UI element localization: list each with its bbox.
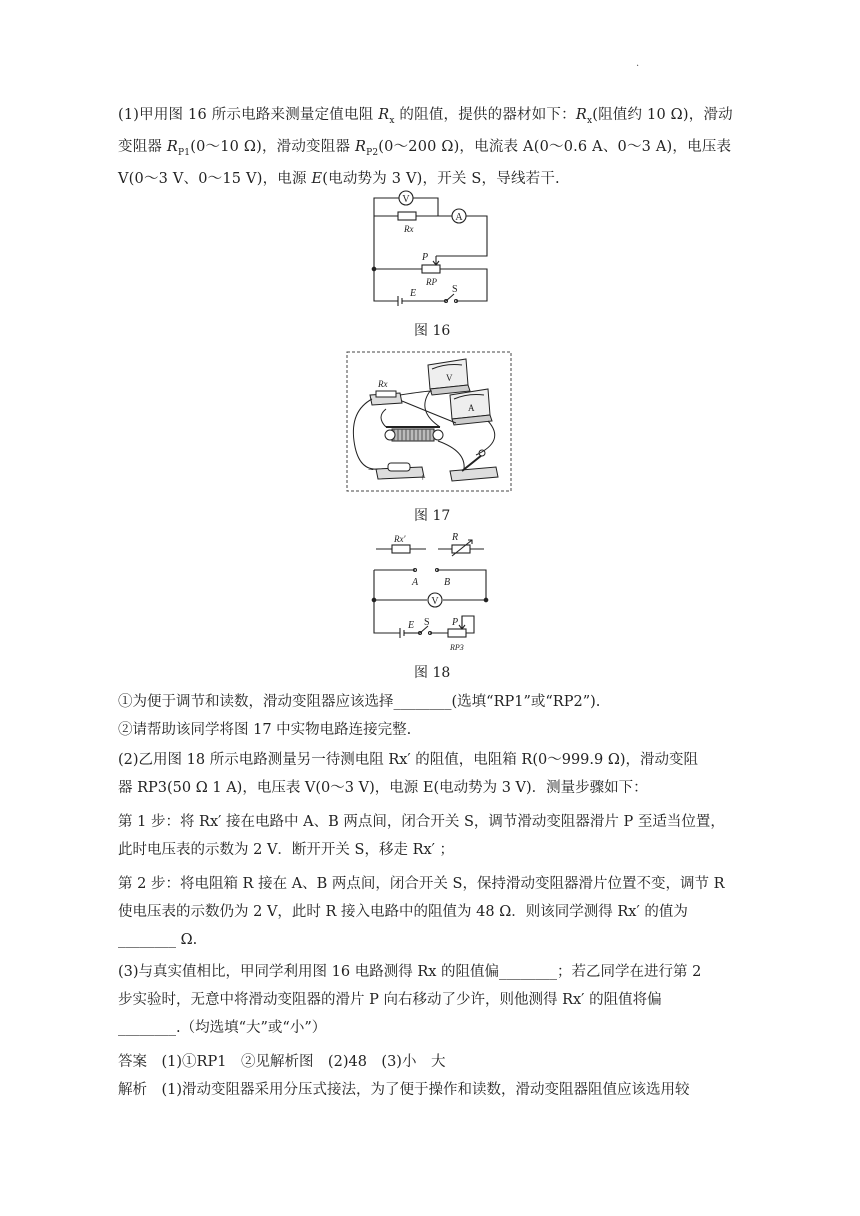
fig16-s-label: S [452, 284, 458, 295]
rheostat-icon [422, 265, 440, 273]
step-1-line-1: 第 1 步：将 Rx′ 接在电路中 A、B 两点间，闭合开关 S，调节滑动变阻器滑片 P 至适当位置， [118, 814, 725, 830]
fig16-p-label: P [422, 252, 429, 263]
fig17-minus-label: − [368, 465, 374, 476]
fig18-s-label: S [424, 617, 430, 628]
figure-18-circuit [368, 532, 492, 654]
fig16-v-label: V [402, 194, 410, 205]
question-3-line-1: (3)与真实值相比，甲同学利用图 16 电路测得 Rx 的阻值偏________；若乙同学在进行第 2 [118, 964, 702, 980]
intro-text-1: (1)甲用图 16 所示电路来测量定值电阻 [118, 107, 379, 123]
knife-switch-icon [450, 450, 498, 481]
fig18-v-label: V [431, 596, 439, 607]
fig16-rx-label: Rx [404, 224, 414, 234]
intro-text-4: (0～10 Ω)，滑动变阻器 [190, 138, 355, 155]
figure-17-caption: 图 17 [414, 508, 451, 524]
intro-text-2: 的阻值，提供的器材如下： [394, 107, 576, 123]
step-1-line-2: 此时电压表的示数为 2 V．断开开关 S，移走 Rx′ ； [118, 842, 455, 858]
fig16-e-label: E [410, 288, 417, 299]
fig18-rx2-label: Rx′ [394, 534, 406, 544]
ammeter-device-icon [450, 389, 492, 425]
question-2-line-2: 器 RP3(50 Ω 1 A)，电压表 V(0～3 V)，电源 E(电动势为 3 V)．测量步骤如下： [118, 780, 648, 796]
step-2-line-3: ________ Ω. [118, 932, 198, 948]
voltmeter-device-icon [428, 359, 470, 395]
question-1a: ①为便于调节和读数，滑动变阻器应该选择________(选填“RP1”或“RP2”). [118, 694, 601, 710]
intro-text-3: (阻值约 10 Ω)，滑动变阻器 [118, 107, 733, 155]
intro-text-5: (0～200 Ω)，电流表 A(0～0.6 A、0～3 A)，电压表 V(0～3 V、0～15 V)，电源 [118, 138, 732, 187]
header-mark: . [636, 58, 640, 69]
question-3-line-3: ________.（均选填“大”或“小”） [118, 1020, 327, 1036]
resistor-rx2-icon [392, 545, 410, 553]
step-2-line-2: 使电压表的示数仍为 2 V，此时 R 接入电路中的阻值为 48 Ω．则该同学测得 Rx′ 的值为 [118, 904, 688, 920]
fig18-r-label: R [452, 532, 459, 543]
figure-16-circuit [360, 188, 500, 316]
fig18-battery-icon [400, 628, 404, 638]
question-3-line-2: 步实验时，无意中将滑动变阻器的滑片 P 向右移动了少许，则他测得 Rx′ 的阻值将偏 [118, 992, 662, 1008]
fig16-a-label: A [455, 212, 463, 223]
figure-16-caption: 图 16 [414, 323, 451, 339]
fig17-plus-label: + [420, 473, 426, 484]
intro-text-6: (电动势为 3 V)，开关 S，导线若干. [322, 170, 560, 187]
battery-icon [398, 296, 402, 306]
resistor-rx-icon [398, 212, 416, 220]
figure-18-caption: 图 18 [414, 665, 451, 681]
rheostat-device-icon [385, 427, 443, 441]
fig18-a-label: A [412, 577, 419, 588]
analysis-line: 解析 (1)滑动变阻器采用分压式接法，为了便于操作和读数，滑动变阻器阻值应该选用较 [118, 1082, 690, 1098]
fig18-rheostat-icon [448, 629, 466, 637]
battery-device-icon [368, 463, 426, 484]
answer-line: 答案 (1)①RP1 ②见解析图 (2)48 (3)小 大 [118, 1054, 446, 1070]
fig18-p-label: P [452, 617, 459, 628]
step-2-line-1: 第 2 步：将电阻箱 R 接在 A、B 两点间，闭合开关 S，保持滑动变阻器滑片位置不变，调节 R [118, 876, 725, 892]
fig17-v-label: V [446, 373, 453, 383]
fig17-a-label: A [468, 403, 475, 413]
fig16-rp-label: RP [426, 277, 437, 287]
question-1b: ②请帮助该同学将图 17 中实物电路连接完整. [118, 722, 412, 738]
fig17-rx-label: Rx [378, 379, 388, 389]
intro-paragraph: (1)甲用图 16 所示电路来测量定值电阻 $R_x$ 的阻值，提供的器材如下：$R_x$(阻值约 10 Ω)，滑动变阻器 $R_{P1}(0\sim 10$ Ω)，滑动变阻器 $R_{P2}(0\sim 200$ Ω)，电流表 A(0～0.6 A、0～3 A)，电压表 V(0～3 V、0～15 V)，电源 E(电动势为 3 V)，开关 S，导线若干. [118, 107, 733, 187]
fig18-rp3-label: RP3 [450, 643, 464, 652]
question-2-line-1: (2)乙用图 18 所示电路测量另一待测电阻 Rx′ 的阻值，电阻箱 R(0～999.9 Ω)，滑动变阻 [118, 752, 699, 768]
fig18-e-label: E [408, 620, 415, 631]
figure-17-apparatus [346, 351, 512, 493]
resistor-block-icon [370, 379, 402, 405]
fig18-b-label: B [444, 577, 451, 588]
